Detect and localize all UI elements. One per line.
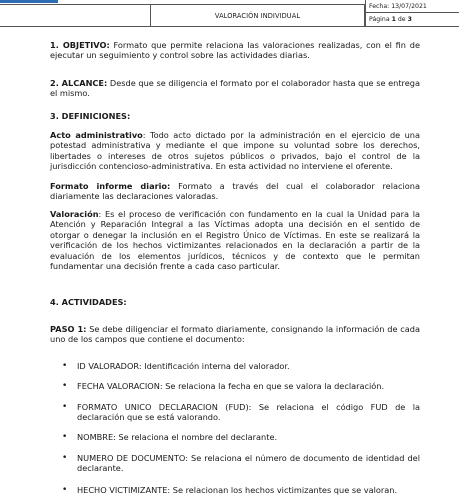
alcance-text: Desde que se diligencia el formato por el colaborador hasta que se entrega el mismo. — [50, 78, 420, 99]
section-alcance — [50, 78, 420, 99]
definiciones-title: 3. DEFINICIONES: — [50, 111, 131, 121]
acto-term: Acto administrativo — [50, 130, 143, 140]
bullet-icon: • — [62, 485, 68, 495]
page-of: de — [395, 16, 408, 23]
formato-text: Formato a través del cual el colaborador relaciona diariamente las declaraciones valoradas. — [50, 181, 420, 202]
bullet-icon: • — [62, 361, 68, 371]
paso-1 — [50, 324, 420, 345]
list-item: HECHO VICTIMIZANTE: Se relacionan los hechos victimizantes que se valoran. — [77, 485, 398, 495]
actividades-title: 4. ACTIVIDADES: — [50, 297, 127, 307]
definition-formato — [50, 181, 420, 202]
date-label: Fecha: 13/07/2021 — [369, 3, 427, 10]
alcance-title: 2. ALCANCE: — [50, 78, 108, 88]
paso1-text: Se debe diligenciar el formato diariamente, consignando la información de cada uno de los campos que contiene el documento: — [50, 324, 421, 345]
page-total: 3 — [407, 16, 412, 23]
header-title-cell — [150, 4, 365, 27]
definition-acto — [50, 130, 420, 172]
header-page — [365, 13, 459, 27]
header-logo-cell — [0, 4, 150, 27]
header-date — [365, 0, 459, 13]
definition-valoracion — [50, 209, 420, 271]
formato-term: Formato informe diario: — [50, 181, 171, 191]
bullet-icon: • — [62, 453, 68, 463]
list-item: NOMBRE: Se relaciona el nombre del declarante. — [77, 432, 278, 442]
bullet-icon: • — [62, 432, 68, 442]
bullet-icon: • — [62, 381, 68, 391]
page-prefix: Página — [369, 16, 392, 23]
paso1-term: PASO 1: — [50, 324, 87, 334]
list-item: ID VALORADOR: Identificación interna del valorador. — [77, 361, 290, 371]
valoracion-text: : Es el proceso de verificación con fundamento en la cual la Unidad para la Atención y Reparación Integral a las Víctimas adopta una decisión en el sentido de otorgar o denegar la inclusión en el Registro Único de Víctimas. En este se realizará la verificación de los hechos victimizantes relacionados en la declaración a partir de la evaluación de los elementos jurídicos, técnicos y de contexto que le permitan fundamentar una decisión frente a cada caso particular. — [50, 209, 420, 272]
document-title: VALORACIÓN INDIVIDUAL — [214, 11, 301, 20]
document-header — [0, 0, 459, 27]
section-objetivo — [50, 40, 420, 61]
logo-strip — [0, 0, 58, 3]
list-item: NUMERO DE DOCUMENTO: Se relaciona el número de documento de identidad del declarante. — [77, 453, 420, 474]
valoracion-term: Valoración — [50, 209, 99, 219]
page-current: 1 — [391, 16, 396, 23]
section-actividades — [50, 297, 420, 307]
section-definiciones — [50, 111, 420, 121]
bullet-icon: • — [62, 402, 68, 412]
list-item: FORMATO UNICO DECLARACION (FUD): Se relaciona el código FUD de la declaración que se está valorando. — [77, 402, 420, 423]
objetivo-text: Formato que permite relaciona las valoraciones realizadas, con el fin de ejecutar un seguimiento y control sobre las actividades diarias. — [50, 40, 420, 61]
list-item: FECHA VALORACION: Se relaciona la fecha en que se valora la declaración. — [77, 381, 385, 391]
objetivo-title: 1. OBJETIVO: — [50, 40, 110, 50]
acto-text: : Todo acto dictado por la administración en el ejercicio de una potestad administrativa y mediante el que impone su voluntad sobre los derechos, libertades o intereses de otros sujetos públicos o privados, bajo el control de la jurisdicción contencioso-administrativa. En esta actividad no interviene el oferente. — [50, 130, 420, 172]
